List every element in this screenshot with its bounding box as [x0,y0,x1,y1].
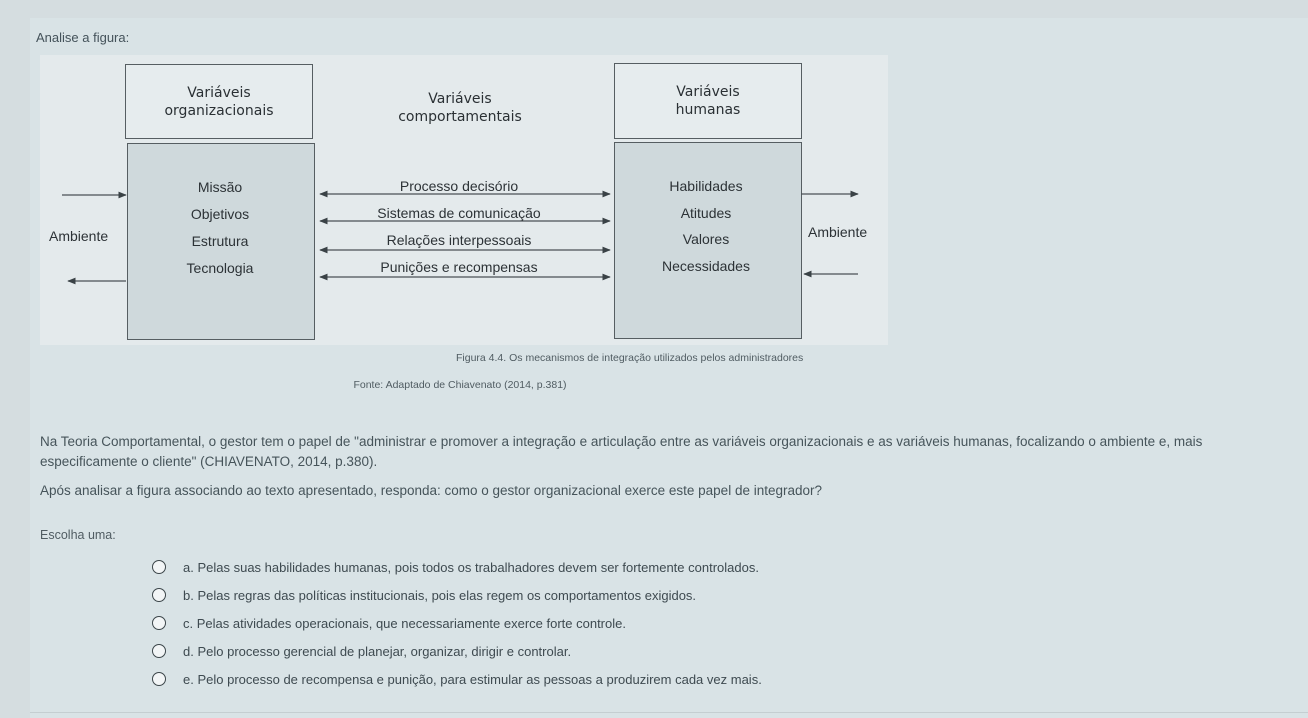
org-variable: Estrutura [191,233,249,249]
question-instruction: Após analisar a figura associando ao texto apresentado, responda: como o gestor organizacional exerce este papel de integrador? [40,483,823,498]
radio-option-d[interactable] [152,644,166,658]
radio-option-b[interactable] [152,588,166,602]
radio-option-c[interactable] [152,616,166,630]
org-variable: Objetivos [190,206,250,222]
option-b-text[interactable]: b. Pelas regras das políticas institucionais, pois elas regem os comportamentos exigidos. [183,587,697,603]
question-text: Na Teoria Comportamental, o gestor tem o papel de "administrar e promover a integração e articulação entre as variáveis organizacionais e as variáveis humanas, focalizando o ambiente e, mais especificamente o cliente" (CHIAVENATO, 2014, p.380). [40,434,1203,469]
header-human-line2: humanas [675,102,741,118]
human-variable: Atitudes [680,205,732,221]
human-variable: Necessidades [662,258,750,274]
org-variable: Tecnologia [186,260,254,276]
figure-caption: Figura 4.4. Os mecanismos de integração utilizados pelos administradores [456,352,804,364]
option-a-text[interactable]: a. Pelas suas habilidades humanas, pois todos os trabalhadores devem ser fortemente controlados. [183,559,759,575]
option-e[interactable] [152,668,762,690]
behavioral-variable: Sistemas de comunicação [377,205,541,221]
behavioral-variable: Relações interpessoais [386,232,532,248]
option-a[interactable] [152,556,759,578]
option-b[interactable] [152,584,696,606]
human-variable: Habilidades [669,178,743,194]
header-behavioral-line1: Variáveis [428,91,492,107]
header-organizational-line1: Variáveis [187,84,251,101]
behavioral-variable: Punições e recompensas [380,259,538,275]
option-c[interactable] [152,612,626,634]
radio-option-e[interactable] [152,672,166,686]
figure-source: Fonte: Adaptado de Chiavenato (2014, p.381) [353,379,567,391]
human-variable: Valores [682,231,730,247]
divider [30,712,1308,713]
header-human-line1: Variáveis [676,84,740,100]
option-e-text[interactable]: e. Pelo processo de recompensa e punição, para estimular as pessoas a produzirem cada vez mais. [183,671,762,687]
option-d[interactable] [152,640,571,662]
environment-left-label: Ambiente [49,228,109,244]
option-c-text[interactable]: c. Pelas atividades operacionais, que necessariamente exerce forte controle. [183,615,626,631]
behavioral-variable: Processo decisório [399,178,519,194]
option-d-text[interactable]: d. Pelo processo gerencial de planejar, organizar, dirigir e controlar. [183,643,572,659]
header-behavioral-line2: comportamentais [398,109,522,125]
question-prompt: Analise a figura: [36,30,130,45]
org-variable: Missão [197,179,243,195]
radio-option-a[interactable] [152,560,166,574]
environment-right-label: Ambiente [808,224,868,240]
choose-label: Escolha uma: [40,528,116,542]
header-organizational-line2: organizacionais [164,102,274,119]
